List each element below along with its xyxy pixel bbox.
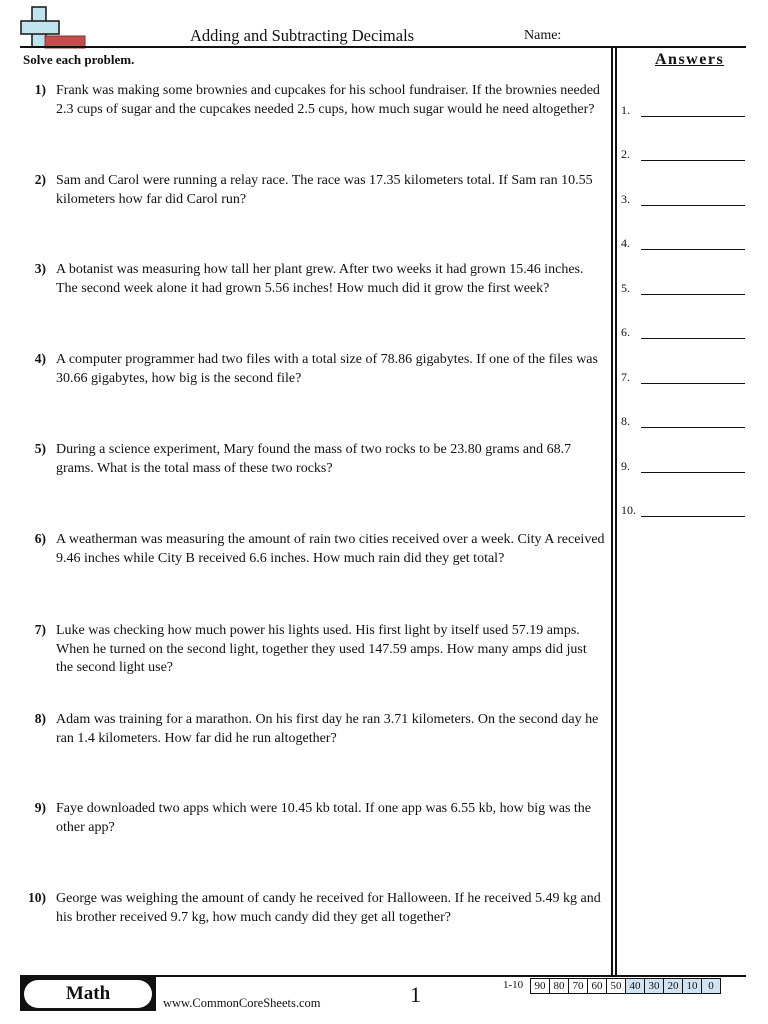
score-range-label: 1-10 [503, 979, 524, 991]
problem-text: Adam was training for a marathon. On his first day he ran 3.71 kilometers. On the second day he ran 1.4 kilometers. How far did he run altogether? [56, 712, 599, 746]
problem-number: 2) [34, 172, 46, 187]
answer-blank-9[interactable] [621, 459, 746, 475]
score-cell: 70 [568, 978, 588, 994]
answer-blank-7[interactable] [621, 370, 746, 386]
score-cell: 40 [625, 978, 645, 994]
answer-number: 1. [621, 103, 630, 117]
problem-text: George was weighing the amount of candy he received for Halloween. If he received 5.49 kg and his brother received 9.7 kg, how much candy did they get all together? [56, 891, 601, 925]
answer-blank-8[interactable] [621, 414, 746, 430]
answer-line [641, 294, 745, 295]
problem-number: 10) [28, 890, 46, 905]
instructions: Solve each problem. [23, 52, 135, 67]
problem-number: 5) [34, 441, 46, 456]
answer-blank-4[interactable] [621, 236, 746, 252]
answer-number: 3. [621, 192, 630, 206]
score-cell: 80 [549, 978, 569, 994]
answer-number: 4. [621, 236, 630, 250]
answer-line [641, 249, 745, 250]
page-title: Adding and Subtracting Decimals [190, 26, 415, 45]
answer-number: 8. [621, 414, 630, 428]
answer-line [641, 205, 745, 206]
answer-number: 5. [621, 281, 630, 295]
answer-number: 9. [621, 459, 630, 473]
score-cell: 10 [682, 978, 702, 994]
answer-line [641, 516, 745, 517]
problem-text: Faye downloaded two apps which were 10.45 kb total. If one app was 6.55 kb, how big was the other app? [56, 801, 592, 835]
answer-blank-3[interactable] [621, 192, 746, 208]
answer-line [641, 338, 745, 339]
score-cell: 50 [606, 978, 626, 994]
plus-cross-logo-icon [20, 6, 88, 50]
answer-blank-2[interactable] [621, 147, 746, 163]
problem-number: 4) [34, 351, 46, 366]
score-cell: 20 [663, 978, 683, 994]
answer-line [641, 427, 745, 428]
problem-number: 8) [34, 711, 46, 726]
answer-blank-5[interactable] [621, 281, 746, 297]
answer-number: 6. [621, 325, 630, 339]
answer-blank-10[interactable] [621, 503, 746, 519]
answer-line [641, 116, 745, 117]
name-label: Name: [524, 28, 562, 43]
answer-column-divider-inner [615, 48, 617, 975]
answers-heading: Answers [655, 51, 725, 68]
problem-text: A computer programmer had two files with a total size of 78.86 gigabytes. If one of the files was 30.66 gigabytes, how big is the second file? [56, 352, 598, 386]
problem-number: 7) [34, 622, 46, 637]
score-cell: 30 [644, 978, 664, 994]
answer-line [641, 472, 745, 473]
problem-text: Sam and Carol were running a relay race. The race was 17.35 kilometers total. If Sam ran 10.55 kilometers how far did Carol run? [56, 173, 593, 207]
problem-text: A botanist was measuring how tall her plant grew. After two weeks it had grown 15.46 inches. The second week alone it had grown 5.56 inches! How much did it grow the first week? [56, 262, 584, 296]
problem-number: 9) [34, 800, 46, 815]
answer-number: 2. [621, 147, 630, 161]
score-table [531, 978, 721, 994]
problem-text: Frank was making some brownies and cupcakes for his school fundraiser. If the brownies needed 2.3 cups of sugar and the cupcakes needed 2.5 cups, how much sugar would he need altogether? [56, 83, 600, 117]
answer-column-divider [611, 48, 613, 975]
answer-line [641, 160, 745, 161]
answer-blank-1[interactable] [621, 103, 746, 119]
answer-number: 7. [621, 370, 630, 384]
problem-text: Luke was checking how much power his lights used. His first light by itself used 57.19 amps. When he turned on the second light, together they used 147.59 amps. How many amps did just the second light use? [56, 623, 587, 675]
problem-text: During a science experiment, Mary found the mass of two rocks to be 23.80 grams and 68.7 grams. What is the total mass of these two rocks? [56, 442, 572, 476]
problem-text: A weatherman was measuring the amount of rain two cities received over a week. City A received 9.46 inches while City B received 6.6 inches. How much rain did they get total? [56, 532, 605, 566]
score-cell: 0 [701, 978, 721, 994]
website-link[interactable]: www.CommonCoreSheets.com [163, 996, 321, 1010]
answer-number: 10. [621, 503, 636, 517]
subject-badge: Math [24, 980, 152, 1008]
problem-number: 6) [34, 531, 46, 546]
page-number: 1 [410, 982, 421, 1007]
score-cell: 60 [587, 978, 607, 994]
score-cell: 90 [530, 978, 550, 994]
answer-blank-6[interactable] [621, 325, 746, 341]
problem-number: 1) [34, 82, 46, 97]
header-divider [20, 46, 746, 48]
problem-number: 3) [34, 261, 46, 276]
answer-line [641, 383, 745, 384]
